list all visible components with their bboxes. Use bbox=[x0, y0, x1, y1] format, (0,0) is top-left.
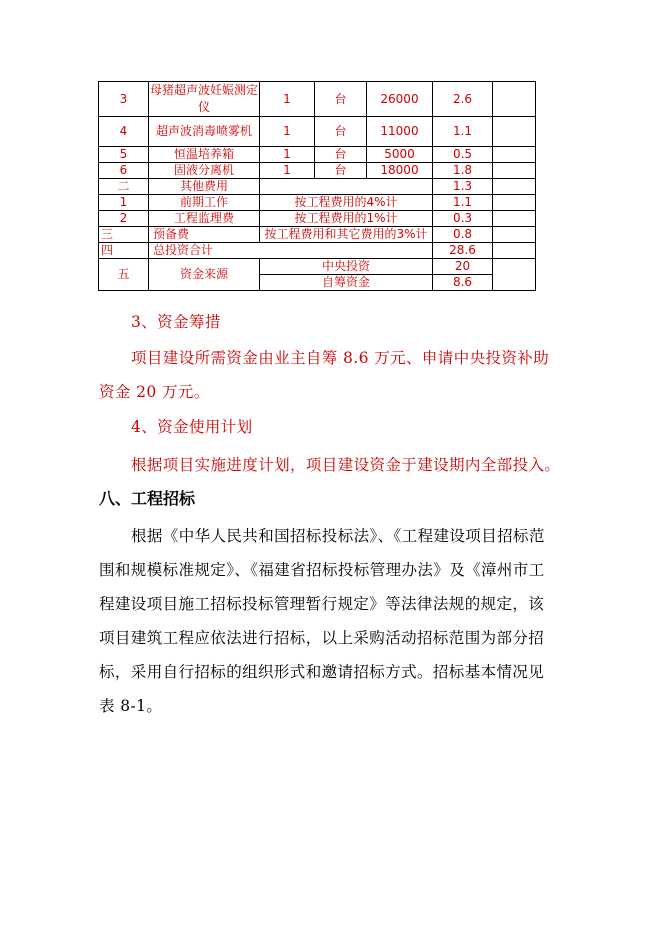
item-unit: 台 bbox=[315, 82, 367, 117]
item-note bbox=[493, 179, 536, 195]
item-name: 前期工作 bbox=[149, 195, 260, 211]
section-3-title: 3、资金筹措 bbox=[131, 313, 221, 331]
item-price: 18000 bbox=[367, 163, 433, 179]
item-basis: 按工程费用的4%计 bbox=[260, 195, 433, 211]
item-unit: 台 bbox=[315, 163, 367, 179]
row-no: 1 bbox=[99, 195, 149, 211]
table-row bbox=[99, 147, 536, 163]
item-price: 26000 bbox=[367, 82, 433, 117]
section-3-body: 项目建设所需资金由业主自筹 8.6 万元、申请中央投资补助资金 20 万元。 bbox=[99, 349, 550, 401]
item-unit: 台 bbox=[315, 147, 367, 163]
row-no: 四 bbox=[99, 243, 149, 259]
item-name: 其他费用 bbox=[149, 179, 260, 195]
section-4-body: 根据项目实施进度计划，项目建设资金于建设期内全部投入。 bbox=[131, 456, 561, 474]
item-price: 11000 bbox=[367, 117, 433, 147]
item-qty: 1 bbox=[260, 163, 315, 179]
item-basis: 按工程费用和其它费用的3%计 bbox=[260, 227, 433, 243]
item-qty: 1 bbox=[260, 117, 315, 147]
funding-source-amount: 8.6 bbox=[433, 275, 493, 291]
item-note bbox=[493, 227, 536, 243]
table-row bbox=[99, 195, 536, 211]
item-note bbox=[493, 211, 536, 227]
section-4-title: 4、资金使用计划 bbox=[131, 418, 253, 436]
item-name: 预备费 bbox=[149, 227, 260, 243]
table-row bbox=[99, 163, 536, 179]
item-name: 恒温培养箱 bbox=[149, 147, 260, 163]
item-note bbox=[493, 243, 536, 259]
row-no: 6 bbox=[99, 163, 149, 179]
row-no: 5 bbox=[99, 147, 149, 163]
item-note bbox=[493, 117, 536, 147]
item-qty: 1 bbox=[260, 147, 315, 163]
row-no: 二 bbox=[99, 179, 149, 195]
section-8-heading: 八、工程招标 bbox=[99, 489, 196, 508]
table-row bbox=[99, 227, 536, 243]
item-name: 母猪超声波妊娠测定仪 bbox=[149, 82, 260, 117]
funding-source-label: 自筹资金 bbox=[260, 275, 433, 291]
item-amount: 0.3 bbox=[433, 211, 493, 227]
item-note bbox=[493, 82, 536, 117]
budget-table bbox=[98, 81, 536, 291]
item-amount: 28.6 bbox=[433, 243, 493, 259]
funding-source-label: 中央投资 bbox=[260, 259, 433, 275]
item-amount: 1.3 bbox=[433, 179, 493, 195]
table-row bbox=[99, 82, 536, 117]
item-name: 工程监理费 bbox=[149, 211, 260, 227]
item-name: 总投资合计 bbox=[149, 243, 433, 259]
item-note bbox=[493, 259, 536, 291]
item-amount: 1.1 bbox=[433, 117, 493, 147]
item-price: 5000 bbox=[367, 147, 433, 163]
item-note bbox=[493, 195, 536, 211]
table-row bbox=[99, 211, 536, 227]
item-name: 资金来源 bbox=[149, 259, 260, 291]
table-row bbox=[99, 179, 536, 195]
row-no: 2 bbox=[99, 211, 149, 227]
item-name: 超声波消毒喷雾机 bbox=[149, 117, 260, 147]
section-8-body: 根据《中华人民共和国招标投标法》、《工程建设项目招标范围和规模标准规定》、《福建省招标投标管理办法》及《漳州市工程建设项目施工招标投标管理暂行规定》等法律法规的规定，该项目建筑工程应依法进行招标，以上采购活动招标范围为部分招标，采用自行招标的组织形式和邀请招标方式。招标基本情况见表 8-1。 bbox=[99, 527, 545, 715]
item-amount: 1.1 bbox=[433, 195, 493, 211]
item-unit: 台 bbox=[315, 117, 367, 147]
item-name: 固液分离机 bbox=[149, 163, 260, 179]
table-row bbox=[99, 117, 536, 147]
item-note bbox=[493, 163, 536, 179]
item-amount: 2.6 bbox=[433, 82, 493, 117]
item-basis bbox=[260, 179, 433, 195]
item-qty: 1 bbox=[260, 82, 315, 117]
item-basis: 按工程费用的1%计 bbox=[260, 211, 433, 227]
item-amount: 0.8 bbox=[433, 227, 493, 243]
funding-source-amount: 20 bbox=[433, 259, 493, 275]
item-amount: 0.5 bbox=[433, 147, 493, 163]
item-note bbox=[493, 147, 536, 163]
row-no: 3 bbox=[99, 82, 149, 117]
table-row bbox=[99, 243, 536, 259]
row-no: 三 bbox=[99, 227, 149, 243]
row-no: 4 bbox=[99, 117, 149, 147]
row-no: 五 bbox=[99, 259, 149, 291]
table-row bbox=[99, 259, 536, 275]
item-amount: 1.8 bbox=[433, 163, 493, 179]
